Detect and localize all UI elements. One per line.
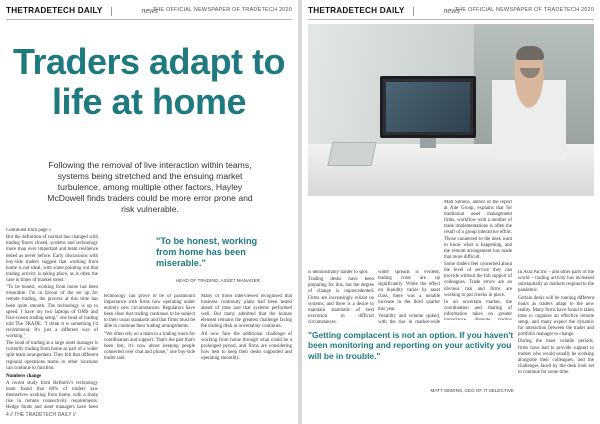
paragraph: Trading desks have been preparing for this, but the degree of change is unprecedented. Firms are increasingly reliant on systems, and there is a desire to maintain standards of best execution in difficult circumstances. bbox=[308, 277, 374, 324]
paragraph: is demonstrably harder to spot. bbox=[308, 270, 369, 275]
paragraph: The head of trading at a large asset manager is currently trading from home as part of a wider split team arrangement. They felt that different regional operations teams in other locations can continue to function. bbox=[6, 341, 98, 371]
pull-quote-attribution: HEAD OF TRADING, ASSET MANAGER bbox=[175, 278, 260, 283]
photo-monitor-screen bbox=[386, 82, 470, 132]
paragraph: "To be honest, working from home has been miserable. I'm in favour of the set up for remote trading, the process at this time has been quite smooth. The technology is up to speed. I have my two laptops of OMS and four-screen trading setup," one head of trading told The TRADE. "I think it is something I'd recommend. It's just a different way of working." bbox=[6, 285, 98, 339]
masthead-divider bbox=[413, 7, 414, 16]
masthead bbox=[6, 6, 292, 20]
subheading: Numbers change bbox=[6, 373, 42, 379]
photo-laptop bbox=[327, 142, 376, 166]
masthead-tagline: THE OFFICIAL NEWSPAPER OF TRADETECH 2020 bbox=[454, 7, 594, 13]
page-folio: 4 // THE TRADETECH DAILY // bbox=[6, 412, 76, 418]
right-page bbox=[302, 0, 600, 424]
pull-quote: "To be honest, working from home has been miserable." bbox=[156, 236, 258, 268]
brand-logo[interactable]: THETRADETECH DAILY bbox=[6, 6, 103, 15]
masthead bbox=[308, 6, 594, 20]
article-column-2 bbox=[308, 270, 374, 324]
paragraph: technology can prove to be of paramount importance with firms now operating under entirely new circumstances. Regulators have been clear that trading continues to be subject to their usual standards and that firms must be able to continue their trading arrangements. bbox=[104, 294, 195, 330]
article-photo bbox=[308, 24, 594, 196]
pull-quote: "Getting complacent is not an option. If you haven't been monitoring and reporting on your activity you will be in trouble." bbox=[308, 330, 514, 361]
paragraph: In an uncertain market, the coordination and sharing of information takes on greater bbox=[444, 299, 512, 318]
paragraph: "We often rely on a team in a trading room for coordination and support. That's the part that's been lost, it's now about keeping people connected over chat and phone," one buy-side trader said. bbox=[104, 331, 195, 362]
left-page bbox=[0, 0, 298, 424]
headline: Traders adapt to life at home bbox=[12, 41, 286, 122]
article-column-3 bbox=[378, 270, 440, 324]
continued-note: Continued from page 1 bbox=[6, 228, 52, 233]
paragraph: A recent study from Refinitiv's technology team found that 80% of traders saw themselves working from home, with a sharp rise in remote connectivity requirements. Hedge funds and asset managers have been bbox=[6, 381, 98, 410]
photo-monitor bbox=[380, 76, 476, 138]
standfirst: Following the removal of live interaction within teams, systems being stretched and the ensuing market turbulence, among multiple other factors, Hayley McDowell finds traders could be more error prone and risk vulnerable. bbox=[47, 160, 253, 214]
paragraph: Many of those interviewed recognised that business continuity plans had been tested ahead of time and that systems performed well. But many admitted that the human element remains the greatest challenge facing the trading desk as uncertainty continues. bbox=[201, 294, 292, 330]
paragraph: Volatility and volume spiked, with the rise in market-wide bbox=[378, 313, 440, 324]
paragraph: In Asia Pacific – and other parts of the world – trading activity has increased substantially as markets respond to the pandemic. bbox=[518, 270, 594, 294]
section-label: news bbox=[443, 8, 460, 15]
article-column-1 bbox=[6, 228, 98, 410]
article-column-4 bbox=[518, 270, 594, 412]
masthead-divider bbox=[111, 7, 112, 16]
paragraph: Some traders feel concerned about the level of service they can provide without the full support of colleagues. Trade errors are an obvious risk and firms are working to put checks in place. bbox=[444, 262, 512, 298]
photo-monitor-stand bbox=[420, 138, 436, 148]
brand-logo[interactable]: THETRADETECH DAILY bbox=[308, 6, 405, 15]
photo-person-hair bbox=[516, 46, 544, 60]
paragraph: All now face the additional challenge of working from home through what could be a prolonged period, and firms are considering how best to keep their desks supported and operating smoothly. bbox=[201, 331, 292, 362]
paragraph: During the most volatile periods, firms have had to provide support to traders who would usually be working alongside their colleagues, and the challenges faced by the desk look set to continue for some time. bbox=[518, 339, 594, 375]
photo-person bbox=[492, 50, 566, 160]
paragraph: But the definition of normal has changed with trading floors closed, systems and technology more than ever important and team resilience tested as never before. Early discussions with buy-side traders suggest that working from home is not ideal, with some pointing out that trading activity is taking place, as is often the case in times of market stress. bbox=[6, 235, 98, 283]
section-label: news bbox=[141, 8, 158, 15]
masthead-tagline: THE OFFICIAL NEWSPAPER OF TRADETECH 2020 bbox=[152, 7, 292, 13]
article-column-1 bbox=[444, 200, 512, 320]
paragraph: Certain desks will be running different hours as traders adapt to the new reality. Many firms have found it takes time to organise an effective remote setup, and many expect the dynamic for interaction between the trader and portfolio manager to change. bbox=[518, 295, 594, 338]
article-column-2 bbox=[104, 294, 292, 412]
paragraph: Matt Simons, author of the report at Aite Group, explains that for traditional asset management firms, workflow with a number of trade implementations is often the result of a group interactive effort. Those connected to the desk want to know what is happening, and the remote arrangement has made that more difficult. bbox=[444, 200, 512, 260]
pull-quote-attribution: MATT SIMONS, CEO OF IT SELECTIVE bbox=[430, 388, 514, 393]
paragraph: wider spreads is evident, trading costs are up significantly. While the effect on liquidity varies by asset class, there was a notable increase in the third quarter this year. bbox=[378, 270, 440, 312]
